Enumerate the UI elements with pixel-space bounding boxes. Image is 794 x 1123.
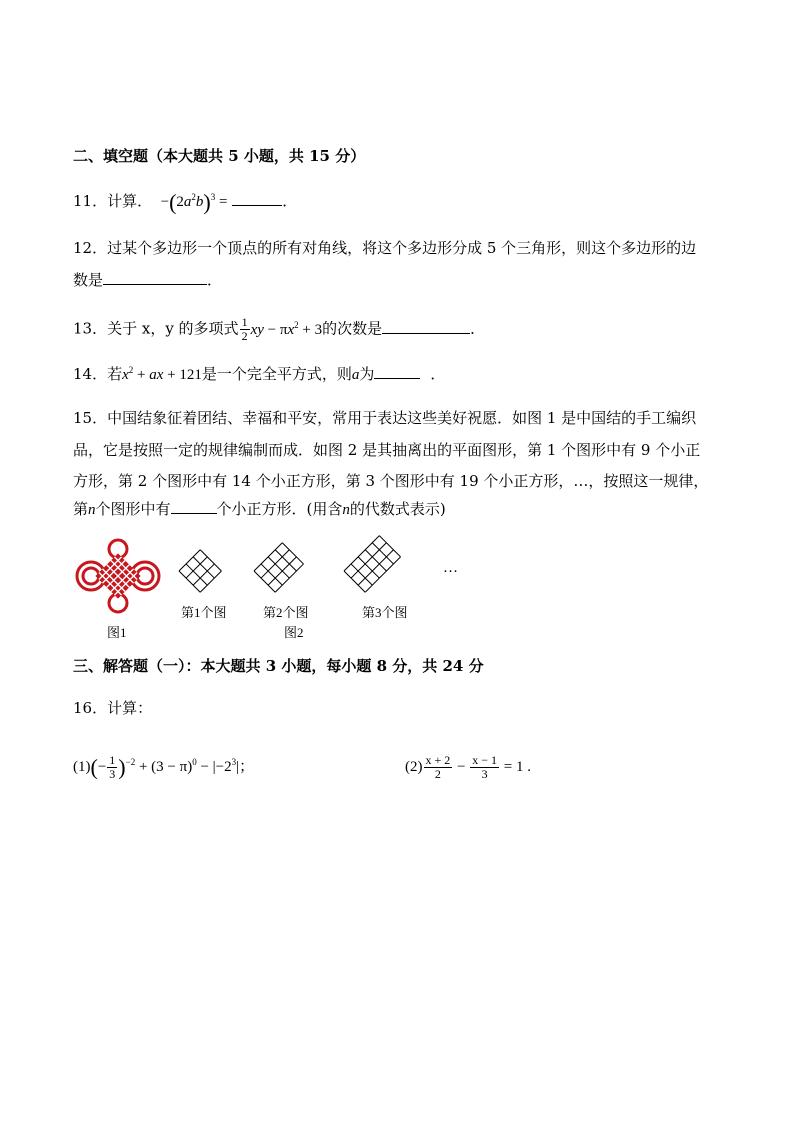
question-15-line3: 方形，第 2 个图形中有 14 个小正方形，第 3 个图形中有 19 个小正方形，…，按照这一规律， — [73, 472, 709, 490]
q15-var-n: n — [88, 502, 96, 518]
figure-ellipsis: … — [443, 560, 458, 576]
lattice-line — [358, 550, 393, 585]
q13-expression: xy − $\pi x^2 + 3$ — [250, 319, 323, 338]
q12-answer-blank[interactable] — [103, 270, 207, 285]
q16-part2-expression: $\frac{x + 2}{2}$ − $\frac{x - 1}{3}$ = 1 . — [425, 753, 531, 781]
question-11 — [73, 191, 297, 213]
q14-middle: 是一个完全平方式，则 — [201, 365, 352, 383]
section-3-title: 三、解答题（一）：本大题共 3 小题，每小题 8 分，共 24 分 — [73, 657, 484, 675]
q16-part2-label: (2) — [405, 758, 423, 775]
q14-end: ． — [430, 365, 446, 383]
q13-prefix: 13．关于 x，y 的多项式 — [73, 319, 239, 338]
question-16-part1 — [73, 754, 254, 781]
pattern-figure-3 — [342, 540, 436, 602]
question-13 — [73, 316, 485, 343]
question-15-line4 — [73, 499, 446, 520]
pattern-figure-2 — [252, 540, 328, 602]
q14-suffix: 为 — [359, 365, 375, 383]
q15-line4-mid2: 个小正方形．(用含 — [216, 500, 343, 518]
q15-answer-blank[interactable] — [171, 499, 217, 514]
panel-1-caption: 第1个图 — [181, 605, 227, 620]
q14-answer-blank[interactable] — [374, 364, 420, 379]
q11-prefix: 11．计算． — [73, 192, 153, 210]
figure-2-caption: 图2 — [284, 625, 304, 640]
q12-line2-prefix: 数是 — [73, 271, 104, 289]
q13-end: ． — [470, 319, 486, 338]
q11-suffix: ． — [282, 192, 298, 210]
q11-expression: $-(2a^2b)^3$ = — [156, 189, 228, 215]
question-12-line1: 12．过某个多边形一个顶点的所有对角线，将这个多边形分成 5 个三角形，则这个多边形的边 — [73, 239, 697, 257]
q13-fraction: $\frac{1}{2}$ — [241, 315, 248, 343]
section-2-title: 二、填空题（本大题共 5 小题，共 15 分） — [73, 147, 366, 165]
question-15-line1: 15．中国结象征着团结、幸福和平安，常用于表达这些美好祝愿．如图 1 是中国结的手工编织 — [73, 409, 697, 427]
q14-expression: $x^2$ + ax + 121 — [122, 365, 202, 383]
lattice-line — [351, 543, 386, 578]
q13-suffix: 的次数是 — [322, 319, 383, 338]
pattern-figure-1 — [177, 540, 237, 602]
chinese-knot-figure — [73, 538, 163, 618]
lattice-line — [344, 536, 379, 571]
q15-var-n2: n — [342, 502, 350, 518]
q15-line4-suffix: 的代数式表示) — [349, 500, 446, 518]
q16-part1-expression: (− $\frac{1}{3}$ )$^{-2} + (3 - \pi)^0 - |-2^3|$； — [90, 753, 255, 781]
q11-answer-blank[interactable] — [232, 191, 282, 206]
q16-part1-label: (1) — [73, 758, 91, 775]
q15-line4-mid: 个图形中有 — [95, 500, 171, 518]
panel-3-caption: 第3个图 — [362, 605, 408, 620]
q14-prefix: 14．若 — [73, 365, 123, 383]
lattice-line — [365, 557, 400, 592]
question-15-line2: 品，它是按照一定的规律编制而成．如图 2 是其抽离出的平面图形，第 1 个图形中有 9 个小正 — [73, 441, 701, 459]
figure-1-caption: 图1 — [107, 625, 127, 640]
q13-answer-blank[interactable] — [382, 319, 470, 334]
q15-line4-prefix: 第 — [73, 500, 89, 518]
panel-2-caption: 第2个图 — [263, 605, 309, 620]
q14-var: a — [351, 367, 360, 383]
question-16-prompt: 16．计算： — [73, 699, 153, 717]
question-12-line2 — [73, 270, 222, 290]
question-14 — [73, 364, 445, 385]
q12-suffix: ． — [207, 271, 223, 289]
question-16-part2 — [405, 754, 531, 781]
